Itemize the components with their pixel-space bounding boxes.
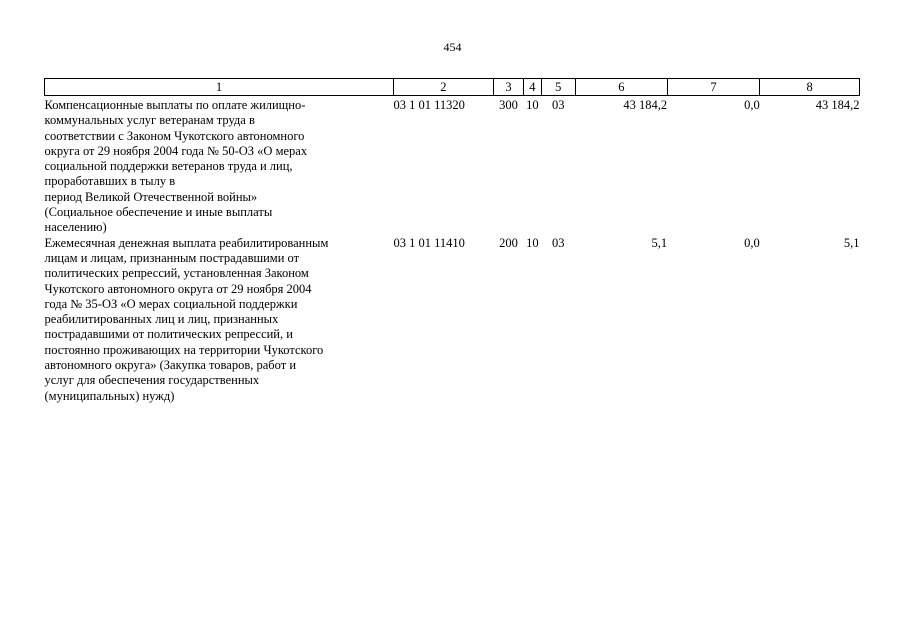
table-row — [45, 96, 860, 236]
column-header-6: 6 — [576, 79, 668, 96]
table-row — [45, 236, 860, 404]
page-number: 454 — [443, 40, 462, 54]
row-value-6: 5,1 — [651, 235, 668, 250]
table-header-row — [45, 79, 860, 96]
row-description: Компенсационные выплаты по оплате жилищно- коммунальных услуг ветеранам труда в соответствии с Законом Чукотского автономного округа от 29 ноября 2004 года № 50-ОЗ «О мерах социальной поддержки ветеранов труда и лиц, проработавших в тылу в период Великой Отечественной войны» (Социальное обеспечение и иные выплаты населению) — [44, 98, 308, 235]
row-value-7: 0,0 — [744, 235, 760, 250]
row-subsection: 03 — [552, 98, 565, 112]
row-expense-type: 300 — [499, 98, 518, 112]
row-value-8: 5,1 — [843, 235, 860, 250]
column-header-1: 1 — [45, 79, 394, 96]
row-value-7: 0,0 — [744, 98, 760, 112]
row-target-code: 03 1 01 11320 — [393, 98, 465, 112]
column-header-5: 5 — [541, 79, 576, 96]
column-header-2: 2 — [393, 79, 493, 96]
column-header-4: 4 — [524, 79, 541, 96]
column-header-3: 3 — [493, 79, 524, 96]
row-section: 10 — [526, 235, 539, 250]
row-description: Ежемесячная денежная выплата реабилитированным лицам и лицам, признанным пострадавшими от политических репрессий, установленная Законом Чукотского автономного округа от 29 ноября 2004 года № 35-ОЗ «О мерах социальной поддержки реабилитированных лиц и лиц, признанных пострадавшими от политических репрессий, и постоянно проживающих на территории Чукотского автономного округа» (Закупка товаров, работ и услуг для обеспечения государственных (муниципальных) нужд) — [44, 235, 329, 403]
row-target-code: 03 1 01 11410 — [393, 235, 465, 250]
budget-table — [44, 78, 860, 404]
row-value-8: 43 184,2 — [815, 98, 860, 112]
column-header-7: 7 — [667, 79, 760, 96]
row-subsection: 03 — [552, 235, 565, 250]
row-section: 10 — [526, 98, 539, 112]
row-value-6: 43 184,2 — [623, 98, 668, 112]
row-expense-type: 200 — [499, 235, 518, 250]
column-header-8: 8 — [760, 79, 860, 96]
